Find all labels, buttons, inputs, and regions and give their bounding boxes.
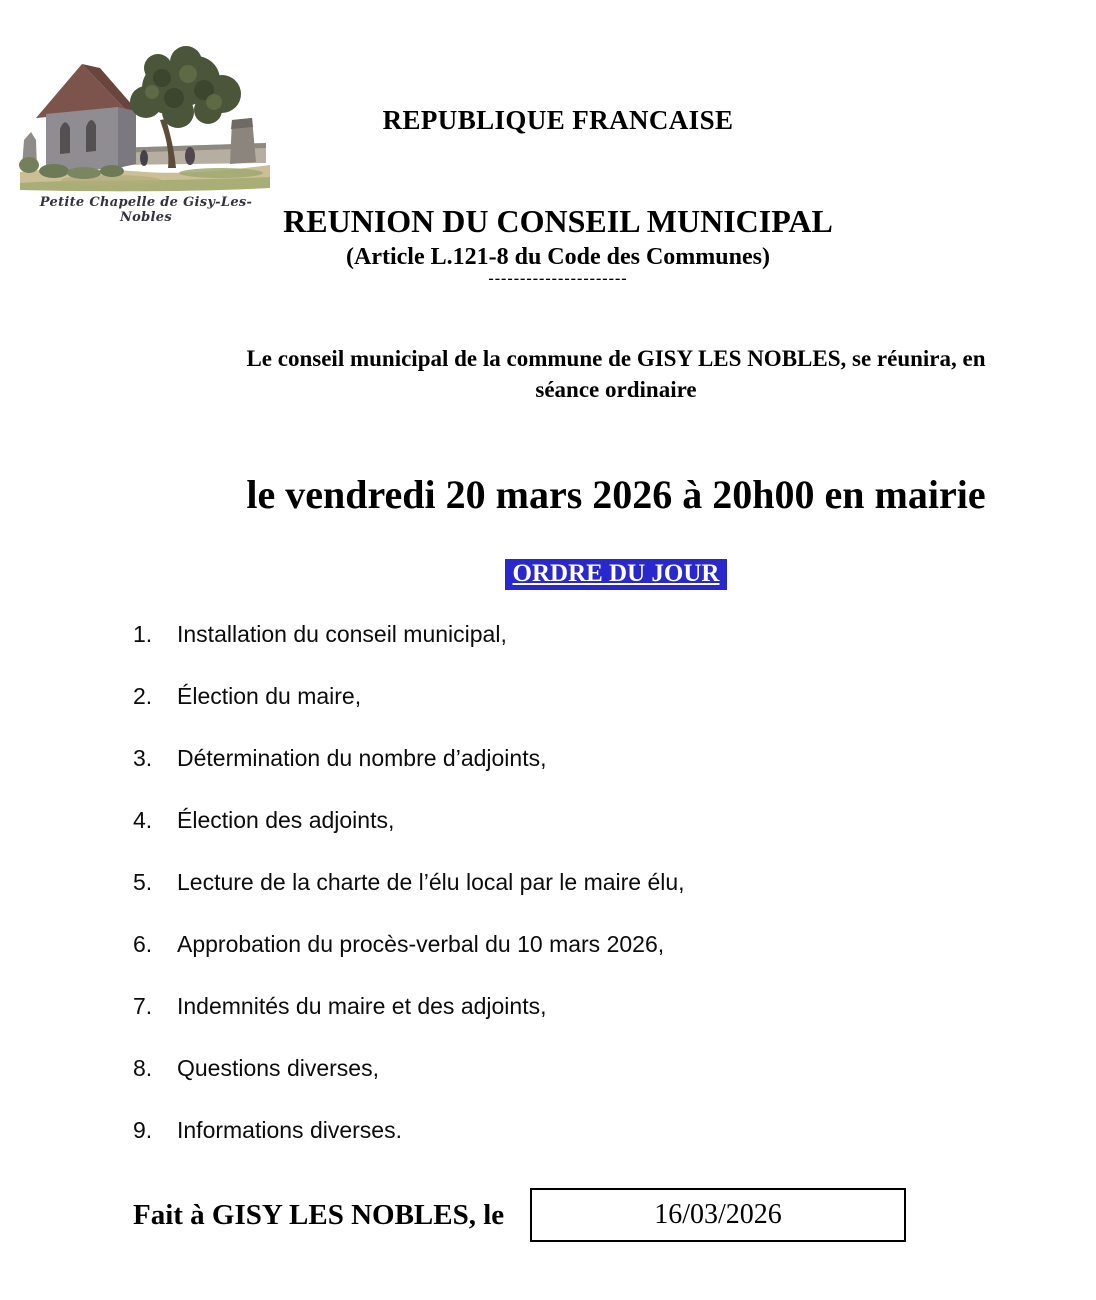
intro-paragraph <box>140 343 1092 405</box>
agenda-item-text: Lecture de la charte de l’élu local par le maire élu, <box>177 869 685 895</box>
intro-line-1: Le conseil municipal de la commune de GISY LES NOBLES, se réunira, en <box>246 346 986 371</box>
meeting-date-headline: le vendredi 20 mars 2026 à 20h00 en mairie <box>246 472 986 517</box>
agenda-item-number: 3. <box>133 745 153 771</box>
separator-dashes: ---------------------- <box>488 270 628 287</box>
agenda-item-number: 7. <box>133 993 153 1019</box>
agenda-item <box>133 1117 1033 1143</box>
agenda-item-text: Installation du conseil municipal, <box>177 621 507 647</box>
agenda-item-number: 2. <box>133 683 153 709</box>
agenda-item <box>133 621 1033 647</box>
agenda-item-number: 5. <box>133 869 153 895</box>
agenda-item <box>133 993 1033 1019</box>
agenda-item-text: Informations diverses. <box>177 1117 402 1143</box>
agenda-item-number: 9. <box>133 1117 153 1143</box>
agenda-item <box>133 869 1033 895</box>
agenda-item-text: Indemnités du maire et des adjoints, <box>177 993 547 1019</box>
agenda-list <box>133 621 1033 1179</box>
signed-at-label: Fait à GISY LES NOBLES, le <box>133 1199 505 1231</box>
agenda-heading: ORDRE DU JOUR <box>505 559 728 590</box>
agenda-item-number: 1. <box>133 621 153 647</box>
republic-title: REPUBLIQUE FRANCAISE <box>382 105 734 135</box>
agenda-heading-row <box>140 559 1092 590</box>
signature-date-field[interactable] <box>530 1188 906 1242</box>
agenda-item-text: Élection du maire, <box>177 683 362 709</box>
agenda-item-text: Approbation du procès-verbal du 10 mars 2026, <box>177 931 665 957</box>
article-subtitle: (Article L.121-8 du Code des Communes) <box>346 244 770 270</box>
agenda-item <box>133 683 1033 709</box>
agenda-item-number: 8. <box>133 1055 153 1081</box>
signature-date-value: 16/03/2026 <box>654 1199 782 1230</box>
intro-line-2: séance ordinaire <box>535 377 697 402</box>
chapel-caption: Petite Chapelle de Gisy-Les-Nobles <box>39 195 253 225</box>
agenda-item-number: 4. <box>133 807 153 833</box>
agenda-item-text: Élection des adjoints, <box>177 807 395 833</box>
agenda-item-text: Détermination du nombre d’adjoints, <box>177 745 547 771</box>
agenda-item <box>133 807 1033 833</box>
agenda-item-number: 6. <box>133 931 153 957</box>
agenda-item <box>133 931 1033 957</box>
agenda-item-text: Questions diverses, <box>177 1055 379 1081</box>
agenda-item <box>133 745 1033 771</box>
meeting-title: REUNION DU CONSEIL MUNICIPAL <box>283 203 833 239</box>
agenda-item <box>133 1055 1033 1081</box>
